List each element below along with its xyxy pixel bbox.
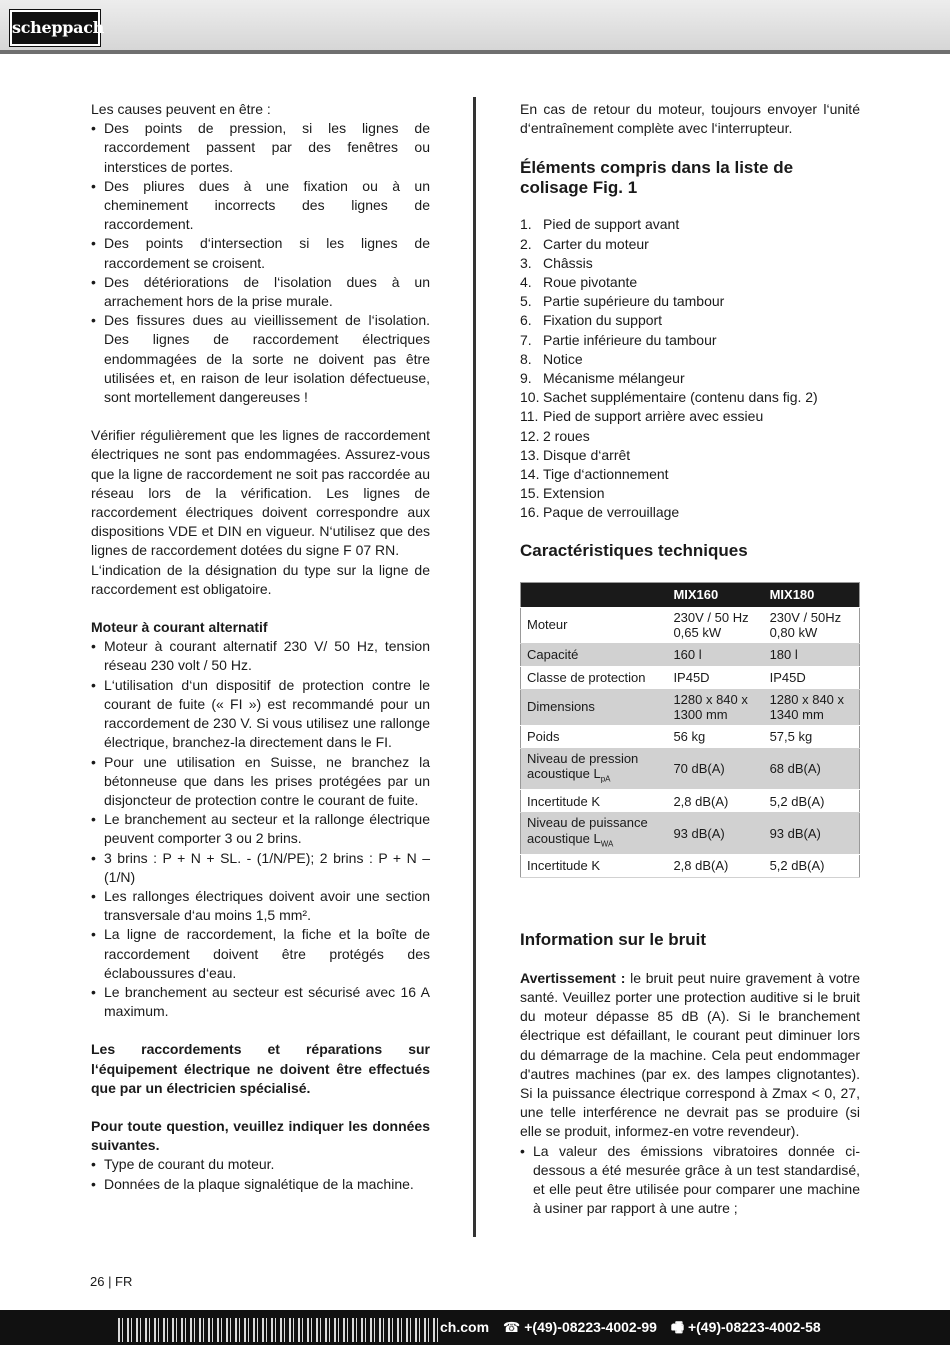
table-cell-mix160: 1280 x 840 x 1300 mm — [667, 689, 763, 725]
list-item: • Les rallonges électriques doivent avoir une section transversale d‘au moins 1,5 mm². — [91, 887, 430, 925]
packing-item-label: Pied de support avant — [543, 216, 680, 233]
list-item: • Des pliures dues à une fixation ou à un cheminement incorrects des lignes de raccordement. — [91, 177, 430, 235]
list-item: • Des points d‘intersection si les lignes de raccordement se croisent. — [91, 234, 430, 272]
table-cell-mix180: 68 dB(A) — [764, 748, 860, 790]
packing-item — [520, 254, 860, 273]
table-cell-label — [521, 607, 668, 643]
table-cell-label — [521, 643, 668, 666]
table-cell-mix180: IP45D — [764, 666, 860, 689]
packing-item-number: 12. — [520, 427, 540, 444]
label-text: Poids — [527, 728, 560, 744]
table-cell-label — [521, 666, 668, 689]
packing-item-number: 13. — [520, 446, 540, 463]
packing-item-label: Notice — [543, 350, 583, 367]
table-row — [521, 725, 860, 748]
header-bar — [0, 0, 950, 50]
packing-item-number: 10. — [520, 389, 540, 406]
fax-number: 🖷 +(49)-08223-4002-58 — [670, 1319, 821, 1335]
table-cell-mix180: 1280 x 840 x 1340 mm — [764, 689, 860, 725]
table-cell-mix160: IP45D — [667, 666, 763, 689]
table-cell-mix160: 2,8 dB(A) — [667, 790, 763, 813]
packing-item — [520, 235, 860, 254]
table-row — [521, 607, 860, 643]
right-column — [520, 100, 860, 1218]
question-note: Pour toute question, veuillez indiquer les données suivantes. — [91, 1117, 430, 1154]
packing-item — [520, 427, 860, 446]
packing-item-label: Disque d‘arrêt — [543, 446, 631, 463]
packing-item-number: 11. — [520, 408, 539, 425]
list-item: • Moteur à courant alternatif 230 V/ 50 Hz, tension réseau 230 volt / 50 Hz. — [91, 637, 430, 675]
table-cell-mix180: 5,2 dB(A) — [764, 790, 860, 813]
table-row — [521, 854, 860, 877]
packing-item-label: Roue pivotante — [543, 274, 638, 291]
table-header-cell: MIX160 — [667, 582, 763, 607]
list-item: • Des fissures dues au vieillissement de l‘isolation. Des lignes de raccordement électriques endommagées de la sorte ne doivent pas être utilisées et, en raison de leur isolation défectueuse, sont mortellement dangereuses ! — [91, 311, 430, 407]
packing-item-number: 15. — [520, 485, 540, 502]
question-list — [91, 1155, 430, 1193]
list-item: • 3 brins : P + N + SL. - (1/N/PE); 2 brins : P + N – (1/N) — [91, 849, 430, 887]
table-cell-label — [521, 689, 668, 725]
packing-item-number: 6. — [520, 312, 532, 329]
table-row — [521, 666, 860, 689]
list-item: • La valeur des émissions vibratoires donnée ci-dessous a été mesurée grâce à un test standardisé, et elle peut être utilisée pour comparer une machine à usiner par rapport à une autre ; — [520, 1142, 860, 1219]
table-cell-label — [521, 748, 668, 790]
table-cell-mix180: 93 dB(A) — [764, 813, 860, 855]
table-row — [521, 643, 860, 666]
packing-item — [520, 407, 860, 426]
table-cell-mix180: 180 l — [764, 643, 860, 666]
label-text: Incertitude K — [527, 793, 600, 809]
list-item: • Données de la plaque signalétique de la machine. — [91, 1175, 430, 1194]
noise-list — [520, 1142, 860, 1219]
label-text: Dimensions — [527, 699, 595, 715]
packing-item-label: Extension — [543, 485, 605, 502]
packing-item-label: Partie supérieure du tambour — [543, 293, 725, 310]
label-subscript: WA — [600, 839, 614, 849]
packing-item — [520, 484, 860, 503]
packing-item-label: 2 roues — [543, 427, 590, 444]
packing-item — [520, 465, 860, 484]
table-cell-mix160: 56 kg — [667, 725, 763, 748]
list-item: • Des points de pression, si les lignes de raccordement passent par des fenêtres ou interstices de portes. — [91, 119, 430, 177]
packing-item — [520, 215, 860, 234]
packing-item-number: 2. — [520, 235, 532, 252]
footer-contact — [440, 1318, 831, 1337]
electrician-note: Les raccordements et réparations sur l‘équipement électrique ne doivent être effectués que par un électricien spécialisé. — [91, 1041, 430, 1096]
packing-item-number: 3. — [520, 254, 532, 271]
table-cell-mix160: 230V / 50 Hz 0,65 kW — [667, 607, 763, 643]
packing-item-label: Fixation du support — [543, 312, 663, 329]
table-cell-label — [521, 725, 668, 748]
packing-item-number: 5. — [520, 293, 532, 310]
packing-item — [520, 388, 860, 407]
return-paragraph: En cas de retour du moteur, toujours envoyer l‘unité d‘entraînement complète avec l‘interrupteur. — [520, 101, 860, 137]
phone-number: ☎ +(49)-08223-4002-99 — [502, 1319, 657, 1335]
warning-label: Avertissement : — [520, 969, 626, 986]
motor-list — [91, 637, 430, 1021]
packing-item-label: Paque de verrouillage — [543, 504, 680, 521]
table-row — [521, 813, 860, 855]
noise-warning — [520, 969, 860, 1142]
list-item: • Des détériorations de l‘isolation dues à un arrachement hors de la prise murale. — [91, 273, 430, 311]
table-cell-mix180: 5,2 dB(A) — [764, 854, 860, 877]
table-cell-mix160: 70 dB(A) — [667, 748, 763, 790]
verify-paragraph: Vérifier régulièrement que les lignes de raccordement électriques ne sont pas endommagées. Assurez-vous que la ligne de raccordement ne soit pas raccordée au réseau lors de la vérification. Les lignes de raccordement électriques doivent correspondre aux dispositions VDE et DIN en vigueur. N‘utilisez que des lignes de raccordement dotées du signe F 07 RN. — [91, 427, 430, 559]
list-item: • Le branchement au secteur est sécurisé avec 16 A maximum. — [91, 983, 430, 1021]
list-item: • La ligne de raccordement, la fiche et la boîte de raccordement doivent être protégés des éclaboussures d‘eau. — [91, 925, 430, 983]
packing-item-number: 9. — [520, 370, 532, 387]
table-header-cell: MIX180 — [764, 582, 860, 607]
label-text: Classe de protection — [527, 669, 646, 685]
barcode-graphic — [118, 1318, 438, 1342]
warning-text: le bruit peut nuire gravement à votre santé. Veuillez porter une protection auditive si le bruit du moteur dépasse 85 dB (A). Si le branchement électrique est défaillant, le courant peut diminuer lors du démarrage de la machine. Cela peut endommager d'autres machines (par ex. des lampes clignotantes). Si la puissance électrique correspond à Zmax < 0, 27, une telle interférence ne devrait pas se produire (si elle se produit, informez-en votre revendeur). — [520, 969, 860, 1140]
packing-item — [520, 292, 860, 311]
list-item: • L‘utilisation d‘un dispositif de protection contre le courant de fuite (« FI ») est recommandé pour un raccordement de 230 V. Si vous utilisez une rallonge électrique, branchez-la directement dans le FI. — [91, 676, 430, 753]
list-item: • Type de courant du moteur. — [91, 1155, 430, 1174]
label-text: Niveau de puissance acoustique L — [527, 815, 648, 846]
noise-heading: Information sur le bruit — [520, 929, 707, 949]
label-text: Moteur — [527, 617, 568, 633]
tech-heading: Caractéristiques techniques — [520, 540, 748, 560]
packing-item-number: 7. — [520, 331, 532, 348]
table-cell-mix160: 160 l — [667, 643, 763, 666]
packing-item — [520, 369, 860, 388]
specs-table — [520, 582, 860, 878]
table-row — [521, 790, 860, 813]
packing-item-label: Partie inférieure du tambour — [543, 331, 717, 348]
table-cell-label — [521, 813, 668, 855]
table-row — [521, 689, 860, 725]
table-row — [521, 748, 860, 790]
packing-item-label: Pied de support arrière avec essieu — [543, 408, 764, 425]
table-cell-label — [521, 790, 668, 813]
packing-item-label: Mécanisme mélangeur — [543, 370, 685, 387]
packing-list — [520, 215, 860, 522]
brand-logo: scheppach — [10, 10, 100, 46]
packing-item-label: Tige d‘actionnement — [543, 466, 669, 483]
table-cell-mix160: 93 dB(A) — [667, 813, 763, 855]
table-cell-mix160: 2,8 dB(A) — [667, 854, 763, 877]
label-text: Niveau de pression acoustique L — [527, 750, 639, 782]
label-subscript: pA — [600, 774, 611, 784]
website-link[interactable]: ch.com — [440, 1319, 490, 1335]
label-text: Capacité — [527, 646, 579, 662]
packing-item — [520, 273, 860, 292]
left-column — [91, 100, 430, 1194]
causes-list — [91, 119, 430, 407]
column-divider — [473, 97, 476, 1237]
packing-item — [520, 503, 860, 522]
packing-item-number: 8. — [520, 350, 532, 367]
packing-item-number: 14. — [520, 466, 540, 483]
footer-bar — [0, 1310, 950, 1345]
list-item: • Le branchement au secteur et la rallonge électrique peuvent comporter 3 ou 2 brins. — [91, 810, 430, 848]
packing-item — [520, 311, 860, 330]
packing-item-label: Carter du moteur — [543, 235, 649, 252]
label-text: Incertitude K — [527, 858, 600, 874]
type-paragraph: L‘indication de la désignation du type sur la ligne de raccordement est obligatoire. — [91, 561, 430, 597]
causes-intro: Les causes peuvent en être : — [91, 101, 271, 117]
packing-heading: Éléments compris dans la liste de colisage Fig. 1 — [520, 158, 794, 198]
packing-item-number: 1. — [520, 216, 532, 233]
list-item: • Pour une utilisation en Suisse, ne branchez la bétonneuse que dans les prises protégées par un disjoncteur de protection contre le courant de fuite. — [91, 753, 430, 811]
table-header-cell — [521, 582, 668, 607]
packing-item — [520, 350, 860, 369]
table-cell-mix180: 57,5 kg — [764, 725, 860, 748]
table-header-row — [521, 582, 860, 607]
packing-item — [520, 331, 860, 350]
packing-item — [520, 446, 860, 465]
header-rule — [0, 50, 950, 54]
packing-item-number: 4. — [520, 274, 532, 291]
page-number: 26 | FR — [90, 1274, 133, 1289]
table-cell-mix180: 230V / 50Hz 0,80 kW — [764, 607, 860, 643]
motor-heading: Moteur à courant alternatif — [91, 619, 268, 636]
packing-item-label: Sachet supplémentaire (contenu dans fig. 2) — [543, 389, 818, 406]
packing-item-number: 16. — [520, 504, 540, 521]
table-cell-label — [521, 854, 668, 877]
packing-item-label: Châssis — [543, 254, 593, 271]
